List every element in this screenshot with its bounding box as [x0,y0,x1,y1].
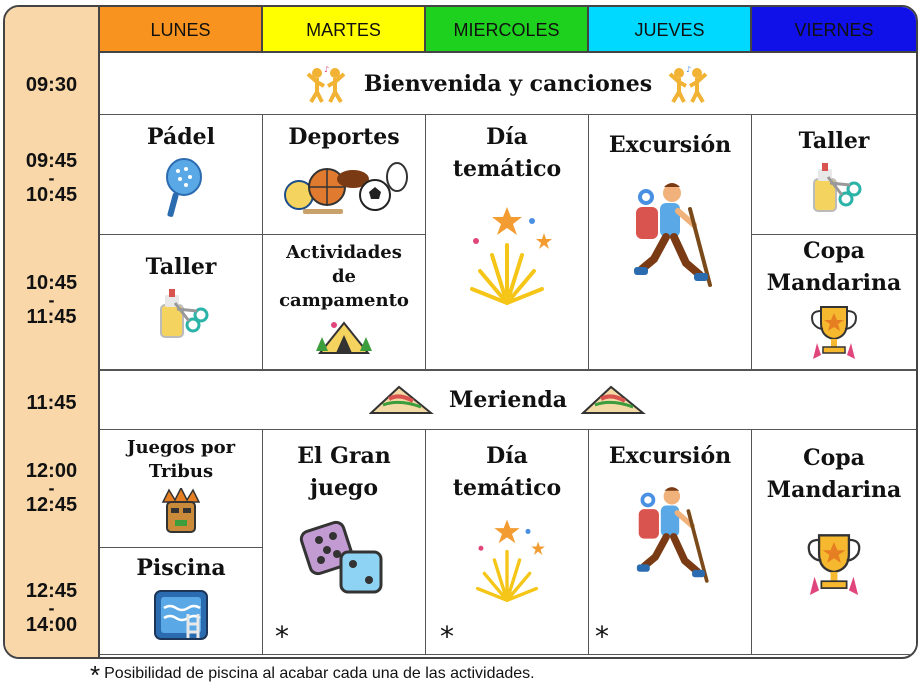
activity-gran-juego: El Gran juego * [263,430,426,655]
footnote [90,660,535,691]
hiker-icon [624,482,716,586]
activity-piscina: Piscina [100,548,263,655]
time-slot-5: 12:00 - 12:45 [25,460,78,516]
time-slot-1: 09:30 [25,74,78,96]
snack-band [100,370,916,430]
sandwich-icon [369,383,435,417]
fireworks-icon [467,518,547,602]
activity-excursion-2: Excursión * [589,430,752,655]
activity-padel: Pádel [100,115,263,235]
svg-text:♪: ♪ [323,64,329,74]
activity-copa-mandarina-2: Copa Mandarina [752,430,916,655]
hiker-icon [620,179,720,289]
activity-excursion: Excursión [589,115,752,370]
footnote-text: Posibilidad de piscina al acabar cada una de las actividades. [104,665,535,682]
day-header-jueves: JUEVES [589,7,752,53]
activity-dia-tematico-2: Día temático * [426,430,589,655]
glue-scissors-icon [153,287,209,343]
time-slot-6: 12:45 - 14:00 [25,580,78,636]
activity-dia-tematico: Día temático [426,115,589,370]
dancers-icon [666,64,712,104]
snack-label: Merienda [449,387,567,413]
welcome-label: Bienvenida y canciones [363,70,653,97]
day-header-miercoles: MIERCOLES [426,7,589,53]
activity-copa-mandarina: Copa Mandarina [752,235,916,370]
trophy-icon [803,528,865,600]
activity-taller-viernes: Taller [752,115,916,235]
activity-taller-lunes: Taller [100,235,263,370]
footnote-asterisk: * [90,660,101,690]
activity-deportes: Deportes [263,115,426,235]
tribal-mask-icon [159,488,203,536]
day-header-lunes: LUNES [100,7,263,53]
trophy-icon [807,303,861,361]
pool-asterisk: * [595,620,609,653]
swimming-pool-icon [152,588,210,642]
svg-text:♪: ♪ [686,64,692,74]
glue-scissors-icon [806,161,862,217]
pool-asterisk: * [275,620,289,653]
time-slot-3: 10:45 - 11:45 [25,272,78,328]
dancers-icon [304,64,350,104]
sandwich-icon [581,383,647,417]
activity-juegos-tribus: Juegos por Tribus [100,430,263,548]
day-header-viernes: VIERNES [752,7,916,53]
fireworks-icon [462,205,552,305]
activity-campamento: Actividades de campamento [263,235,426,370]
day-header-martes: MARTES [263,7,426,53]
time-slot-2: 09:45 - 10:45 [25,150,78,206]
welcome-band [100,53,916,115]
camping-tent-icon [314,317,374,357]
time-slot-4: 11:45 [26,392,77,414]
sports-balls-icon [279,157,409,217]
pool-asterisk: * [440,620,454,653]
dice-icon [299,518,389,600]
time-column [5,7,100,657]
schedule-table [3,5,918,659]
padel-racket-icon [156,157,206,221]
